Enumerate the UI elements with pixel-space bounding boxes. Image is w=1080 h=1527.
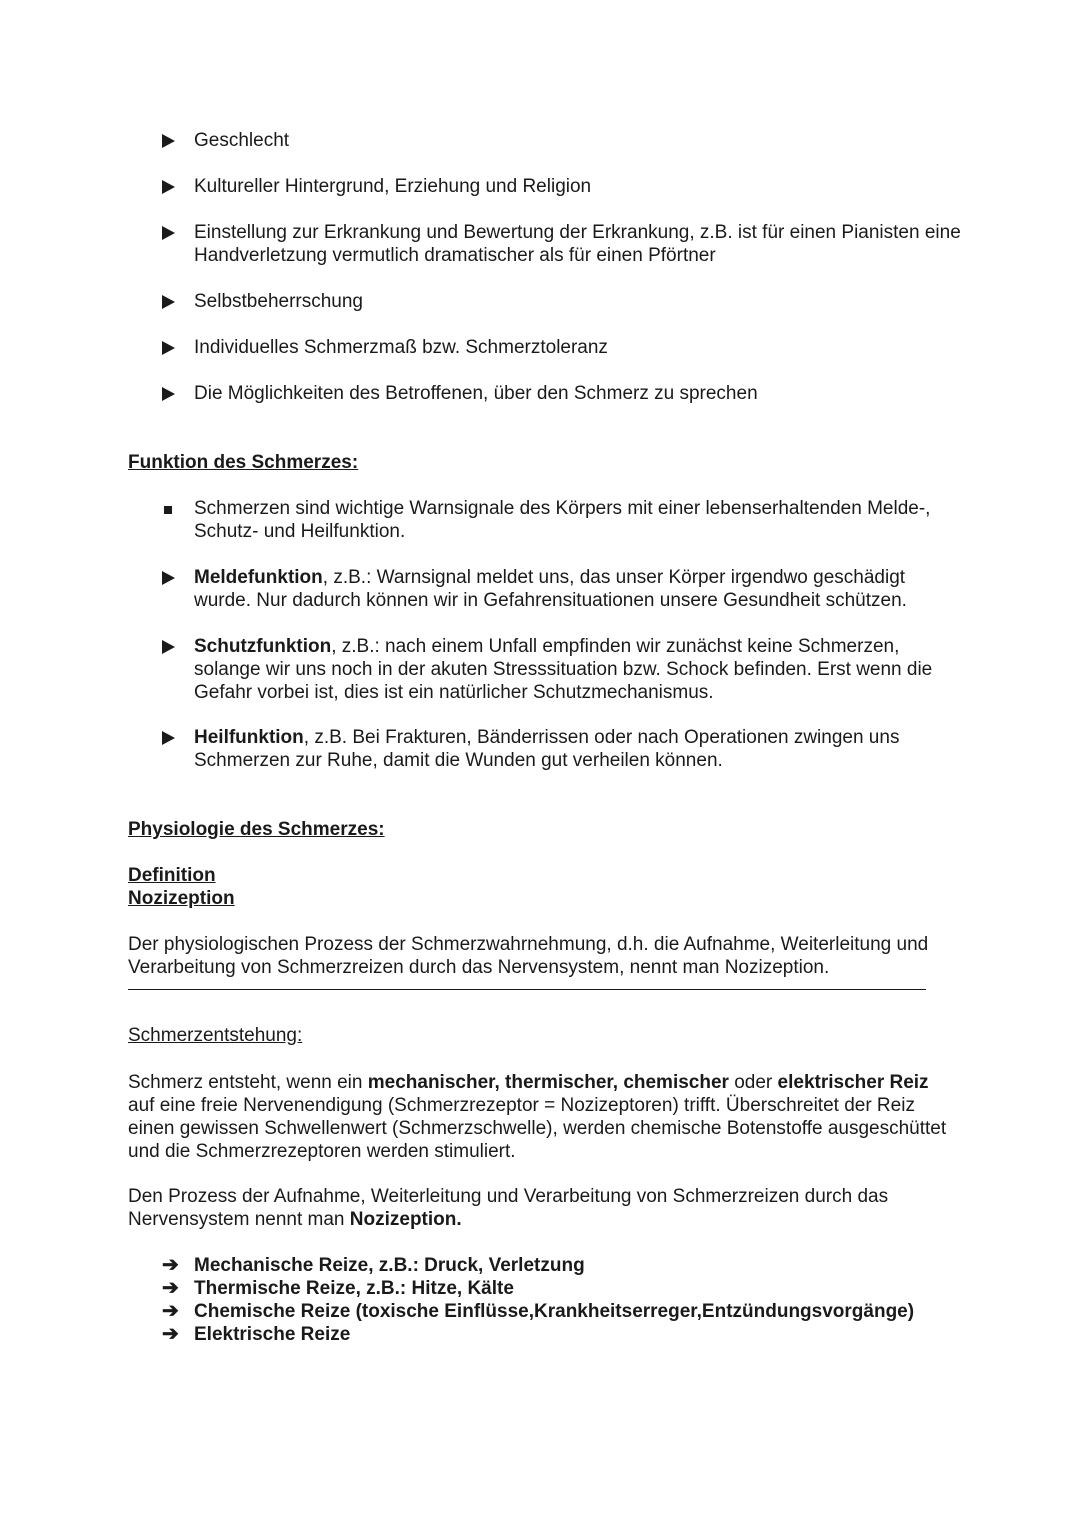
arrow-right-icon: ➔ (162, 1323, 179, 1345)
arrow-right-icon: ➔ (162, 1300, 179, 1322)
list-item-text: Individuelles Schmerzmaß bzw. Schmerztoleranz (194, 337, 608, 358)
term-description: , z.B.: Warnsignal meldet uns, das unser Körper irgendwo geschädigt wurde. Nur dadurch können wir in Gefahrensituationen unsere Gesundheit schützen. (194, 567, 907, 611)
text-run: auf eine freie Nervenendigung (Schmerzrezeptor = Nozizeptoren) trifft. Überschreitet der Reiz einen gewissen Schwellenwert (Schmerzschwelle), werden chemische Botenstoffe ausgeschüttet und die Schmerzrezeptoren werden stimuliert. (128, 1095, 947, 1162)
arrow-right-icon: ➔ (162, 1277, 179, 1299)
term-meldefunktion: Meldefunktion (194, 567, 323, 588)
list-item-text: Einstellung zur Erkrankung und Bewertung der Erkrankung, z.B. ist für einen Pianisten eine Handverletzung vermutlich dramatischer als für einen Pförtner (194, 222, 961, 266)
text-run-bold: elektrischer Reiz (777, 1072, 929, 1093)
list-item-text (194, 726, 964, 772)
paragraph-nozizeption (128, 1185, 958, 1231)
list-item-text (194, 566, 964, 612)
list-item-text: Chemische Reize (toxische Einflüsse,Krankheitserreger,Entzündungsvorgänge) (194, 1301, 915, 1322)
section-heading-entstehung: Schmerzentstehung: (128, 1025, 303, 1046)
chevron-right-icon (162, 290, 186, 315)
text-run-bold: mechanischer, thermischer, chemischer (367, 1072, 729, 1093)
list-item-text: Mechanische Reize, z.B.: Druck, Verletzung (194, 1255, 585, 1276)
chevron-right-icon (162, 635, 186, 660)
chevron-right-icon (162, 129, 186, 154)
list-item-text: Elektrische Reize (194, 1324, 351, 1345)
list-item-text: Schmerzen sind wichtige Warnsignale des Körpers mit einer lebenserhaltenden Melde-, Schutz- und Heilfunktion. (194, 498, 931, 542)
term-heilfunktion: Heilfunktion (194, 727, 304, 748)
list-item-text: Die Möglichkeiten des Betroffenen, über den Schmerz zu sprechen (194, 383, 758, 404)
divider (128, 989, 926, 990)
text-run-bold: Nozizeption. (349, 1209, 462, 1230)
chevron-right-icon (162, 175, 186, 200)
list-item-text: Thermische Reize, z.B.: Hitze, Kälte (194, 1278, 514, 1299)
definition-term: Nozizeption (128, 888, 235, 909)
term-description: , z.B.: nach einem Unfall empfinden wir zunächst keine Schmerzen, solange wir uns noch in der akuten Stresssituation bzw. Schock befinden. Erst wenn die Gefahr vorbei ist, dies ist ein natürlicher Schutzmechanismus. (194, 636, 933, 703)
chevron-right-icon (162, 336, 186, 361)
chevron-right-icon (162, 221, 186, 246)
definition-text: Der physiologischen Prozess der Schmerzwahrnehmung, d.h. die Aufnahme, Weiterleitung und Verarbeitung von Schmerzreizen durch das Nervensystem, nennt man Nozizeption. (128, 934, 929, 978)
list-item-text: Geschlecht (194, 130, 290, 151)
chevron-right-icon (162, 566, 186, 591)
arrow-right-icon: ➔ (162, 1254, 179, 1276)
list-item-text (194, 635, 964, 704)
definition-label: Definition (128, 865, 216, 886)
section-heading-funktion: Funktion des Schmerzes: (128, 452, 359, 473)
chevron-right-icon (162, 726, 186, 751)
chevron-right-icon (162, 382, 186, 407)
text-run: Den Prozess der Aufnahme, Weiterleitung und Verarbeitung von Schmerzreizen durch das Nervensystem nennt man (128, 1186, 889, 1230)
section-heading-physiologie: Physiologie des Schmerzes: (128, 819, 385, 840)
term-schutzfunktion: Schutzfunktion (194, 636, 332, 657)
term-description: , z.B. Bei Frakturen, Bänderrissen oder nach Operationen zwingen uns Schmerzen zur Ruhe, damit die Wunden gut verheilen können. (194, 727, 900, 771)
text-run: Schmerz entsteht, wenn ein (128, 1072, 368, 1093)
paragraph-entstehung (128, 1071, 958, 1163)
list-item-text: Selbstbeherrschung (194, 291, 363, 312)
square-bullet-icon (162, 497, 186, 520)
list-item-text: Kultureller Hintergrund, Erziehung und Religion (194, 176, 592, 197)
text-run: oder (728, 1072, 778, 1093)
